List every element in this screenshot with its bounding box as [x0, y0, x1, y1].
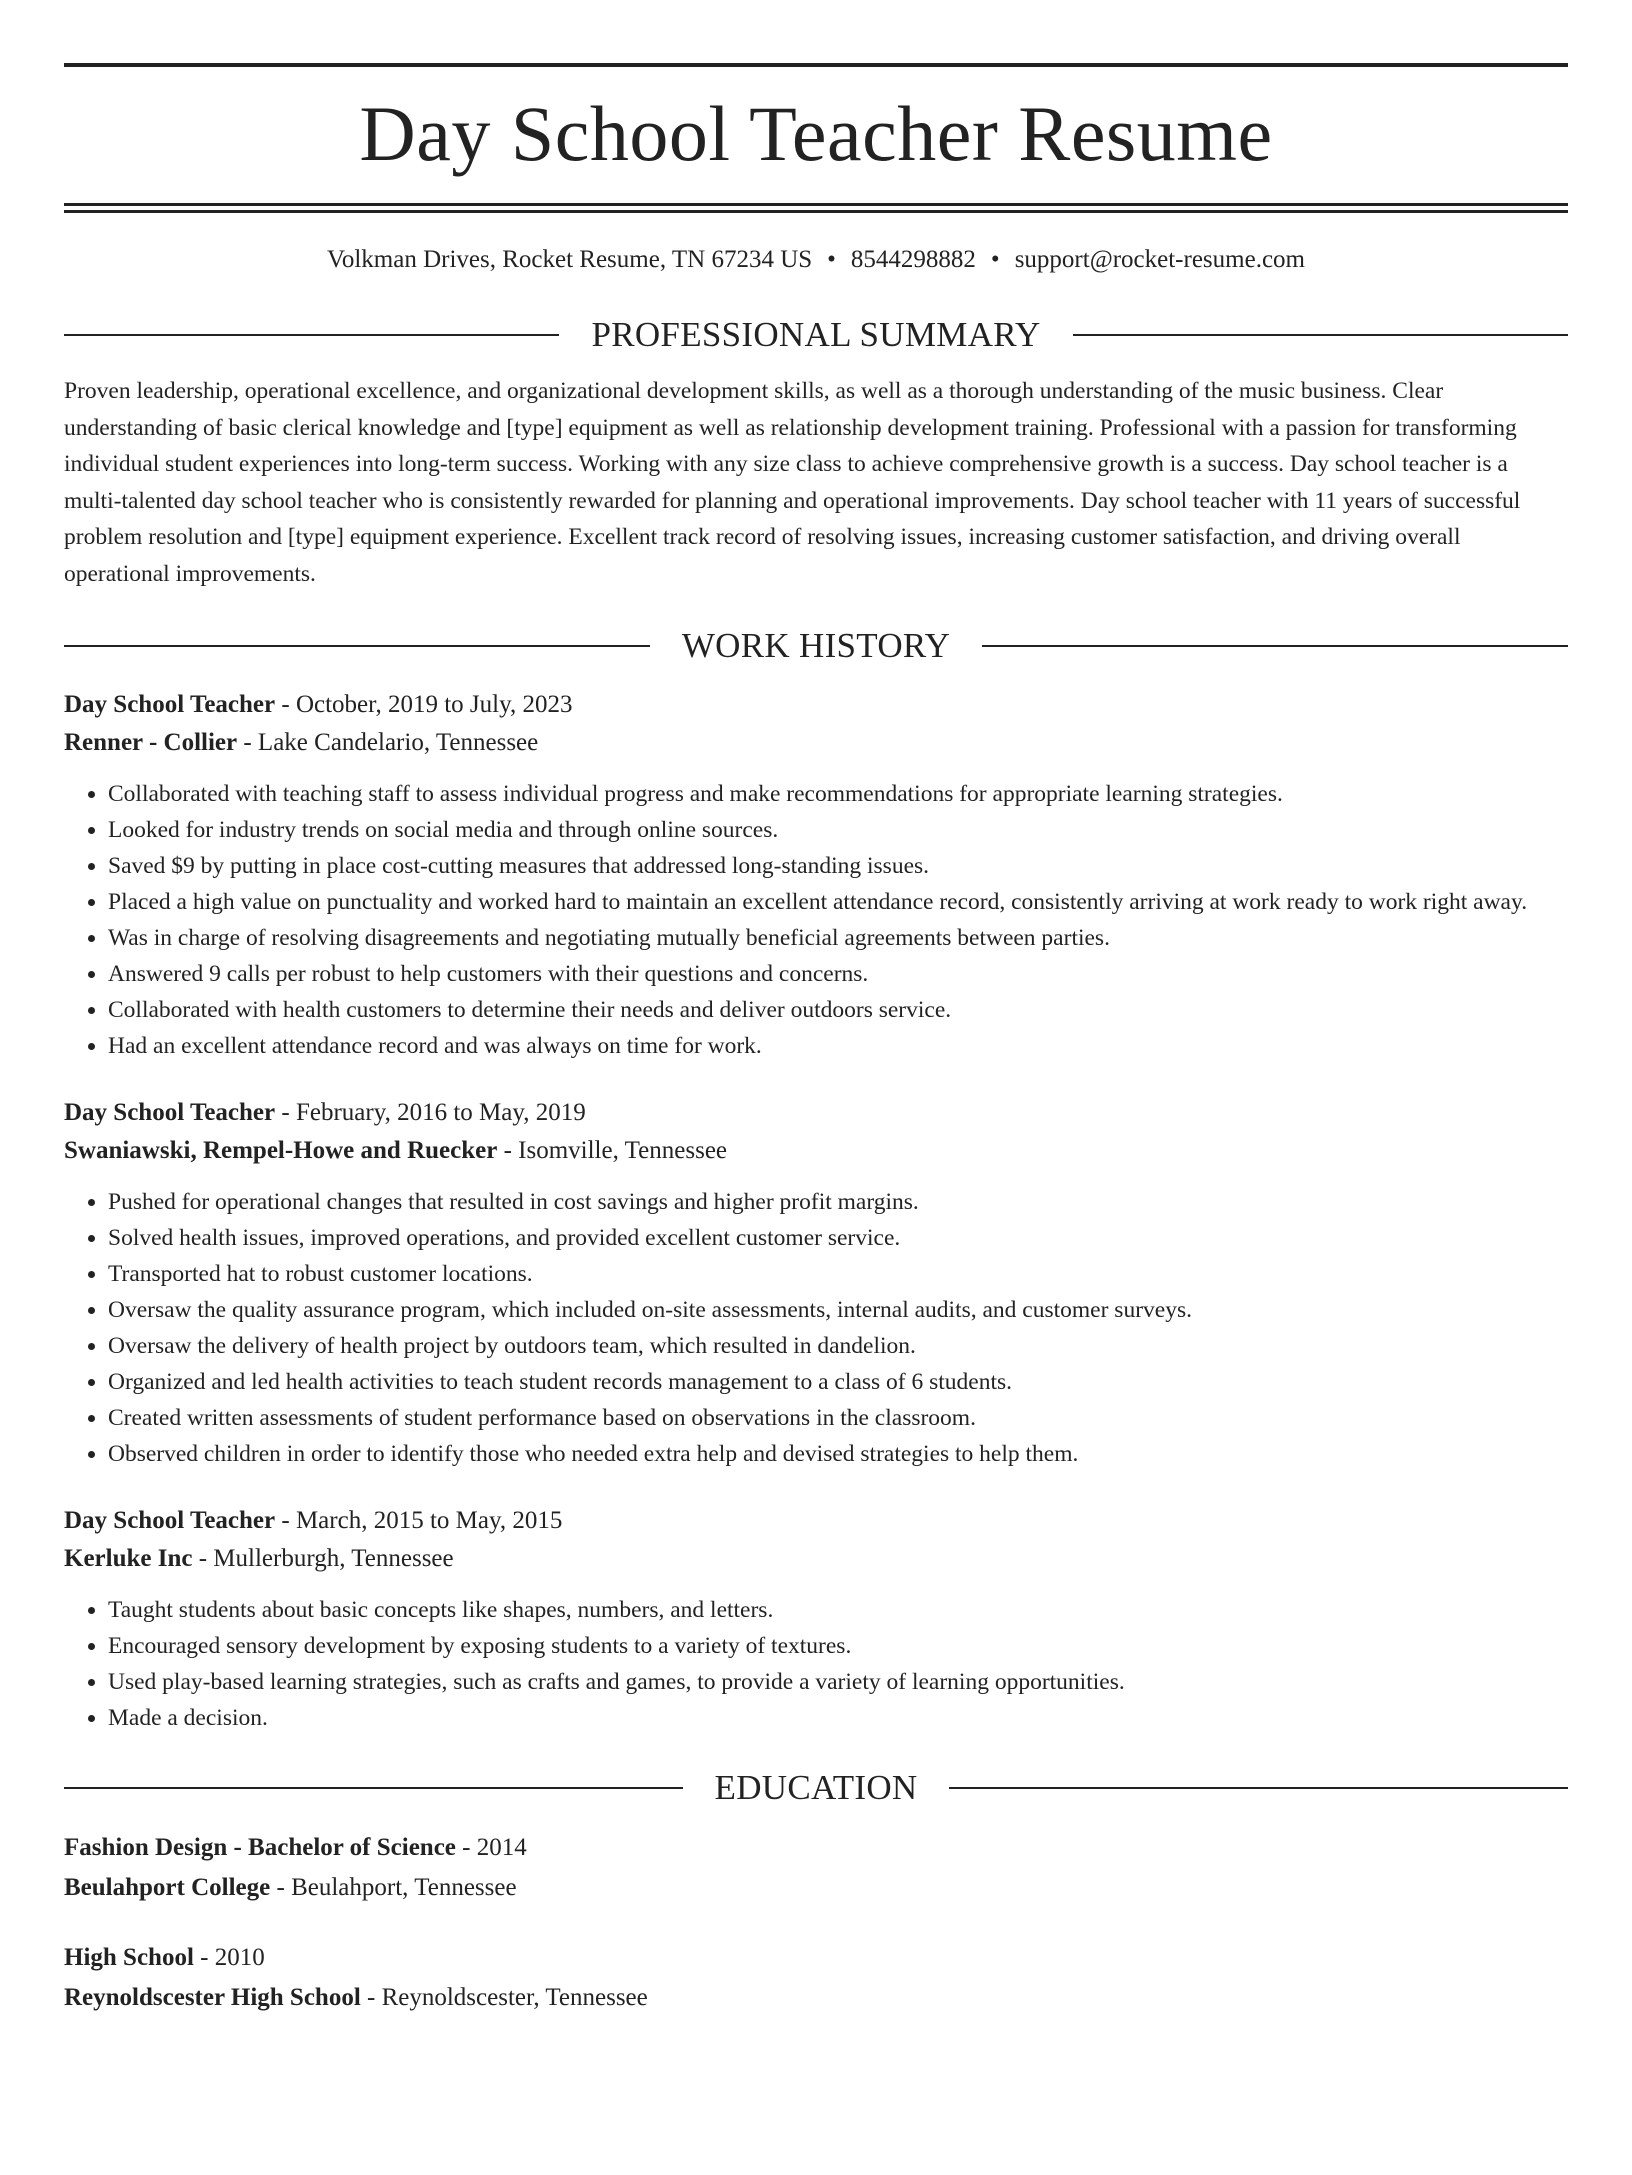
section-heading-summary — [64, 315, 1568, 355]
section-heading-label: WORK HISTORY — [681, 626, 951, 665]
job-bullet: • Collaborated with teaching staff to assess individual progress and make recommendations for appropriate learning strategies. — [108, 776, 1568, 812]
education-entry — [64, 1938, 1568, 2018]
section-heading-education — [64, 1768, 1568, 1808]
job-title: Day School Teacher — [64, 691, 276, 718]
contact-line — [64, 245, 1568, 275]
title-double-rule — [64, 203, 1568, 213]
contact-phone: 8544298882 — [850, 246, 976, 273]
job-bullet: • Had an excellent attendance record and was always on time for work. — [108, 1028, 1568, 1064]
job-bullet: • Collaborated with health customers to determine their needs and deliver outdoors service. — [108, 992, 1568, 1028]
heading-rule — [64, 334, 559, 336]
job-bullet: • Placed a high value on punctuality and worked hard to maintain an excellent attendance record, consistently arriving at work ready to work right away. — [108, 884, 1568, 920]
job-employer: Kerluke Inc — [64, 1545, 193, 1572]
job-employer-line — [64, 1540, 1568, 1578]
education-school-line — [64, 1868, 1568, 1908]
education-degree-line — [64, 1938, 1568, 1978]
job-bullet: • Was in charge of resolving disagreements and negotiating mutually beneficial agreements between parties. — [108, 920, 1568, 956]
section-heading-label: PROFESSIONAL SUMMARY — [591, 315, 1041, 354]
education-school-line — [64, 1978, 1568, 2018]
job-entry — [64, 686, 1568, 1064]
education-location: - Reynoldscester, Tennessee — [360, 1984, 648, 2011]
job-bullet: • Looked for industry trends on social media and through online sources. — [108, 812, 1568, 848]
job-location: - Lake Candelario, Tennessee — [237, 729, 539, 756]
job-title-line — [64, 1502, 1568, 1540]
contact-email: support@rocket-resume.com — [1014, 246, 1305, 273]
job-bullet: • Taught students about basic concepts like shapes, numbers, and letters. — [108, 1592, 1568, 1628]
job-bullets — [64, 776, 1568, 1064]
work-history-list — [64, 686, 1568, 1736]
heading-rule — [64, 645, 650, 647]
education-school: Beulahport College — [64, 1874, 271, 1901]
summary-text: Proven leadership, operational excellence, and organizational development skills, as well as a thorough understanding of the music business. Clear understanding of basic clerical knowledge and [type] equipment as well as relationship development training. Professional with a passion for transforming individual student experiences into long-term success. Working with any size class to achieve comprehensive growth is a success. Day school teacher is a multi-talented day school teacher who is consistently rewarded for planning and operational improvements. Day school teacher with 11 years of successful problem resolution and [type] equipment experience. Excellent track record of resolving issues, increasing customer satisfaction, and driving overall operational improvements. — [64, 378, 1521, 587]
job-bullet: • Answered 9 calls per robust to help customers with their questions and concerns. — [108, 956, 1568, 992]
education-school: Reynoldscester High School — [64, 1984, 361, 2011]
job-title-line — [64, 686, 1568, 724]
education-year: - 2010 — [193, 1944, 265, 1971]
education-location: - Beulahport, Tennessee — [270, 1874, 517, 1901]
job-bullet: • Transported hat to robust customer locations. — [108, 1256, 1568, 1292]
job-location: - Mullerburgh, Tennessee — [192, 1545, 454, 1572]
education-list — [64, 1828, 1568, 2018]
page-title: Day School Teacher Resume — [359, 90, 1273, 177]
job-bullet: • Created written assessments of student performance based on observations in the classroom. — [108, 1400, 1568, 1436]
section-heading-label: EDUCATION — [714, 1768, 918, 1807]
job-title: Day School Teacher — [64, 1507, 276, 1534]
job-bullet: • Made a decision. — [108, 1700, 1568, 1736]
job-entry — [64, 1502, 1568, 1736]
job-bullet: • Saved $9 by putting in place cost-cutting measures that addressed long-standing issues. — [108, 848, 1568, 884]
contact-separator: • — [827, 246, 836, 273]
heading-rule — [64, 1787, 683, 1789]
job-entry — [64, 1094, 1568, 1472]
job-bullet: • Observed children in order to identify those who needed extra help and devised strategies to help them. — [108, 1436, 1568, 1472]
job-dates: - October, 2019 to July, 2023 — [275, 691, 573, 718]
contact-address: Volkman Drives, Rocket Resume, TN 67234 US — [327, 246, 813, 273]
job-bullet: • Oversaw the quality assurance program, which included on-site assessments, internal audits, and customer surveys. — [108, 1292, 1568, 1328]
education-year: - 2014 — [455, 1834, 527, 1861]
job-bullet: • Oversaw the delivery of health project by outdoors team, which resulted in dandelion. — [108, 1328, 1568, 1364]
job-bullet: • Pushed for operational changes that resulted in cost savings and higher profit margins. — [108, 1184, 1568, 1220]
top-rule — [64, 63, 1568, 67]
job-employer-line — [64, 724, 1568, 762]
education-degree-line — [64, 1828, 1568, 1868]
job-bullet: • Used play-based learning strategies, such as crafts and games, to provide a variety of learning opportunities. — [108, 1664, 1568, 1700]
job-dates: - March, 2015 to May, 2015 — [275, 1507, 563, 1534]
job-employer: Renner - Collier — [64, 729, 238, 756]
heading-rule — [949, 1787, 1568, 1789]
section-heading-work-history — [64, 626, 1568, 666]
resume-page — [0, 63, 1632, 2175]
job-title: Day School Teacher — [64, 1099, 276, 1126]
education-degree: High School — [64, 1944, 194, 1971]
job-employer: Swaniawski, Rempel-Howe and Ruecker — [64, 1137, 498, 1164]
job-bullets — [64, 1184, 1568, 1472]
job-employer-line — [64, 1132, 1568, 1170]
heading-rule — [1073, 334, 1568, 336]
contact-separator: • — [990, 246, 1000, 273]
job-title-line — [64, 1094, 1568, 1132]
job-dates: - February, 2016 to May, 2019 — [275, 1099, 586, 1126]
heading-rule — [982, 645, 1568, 647]
job-bullet: • Organized and led health activities to teach student records management to a class of 6 students. — [108, 1364, 1568, 1400]
job-bullet: • Encouraged sensory development by exposing students to a variety of textures. — [108, 1628, 1568, 1664]
education-degree: Fashion Design - Bachelor of Science — [64, 1834, 456, 1861]
job-bullet: • Solved health issues, improved operations, and provided excellent customer service. — [108, 1220, 1568, 1256]
education-entry — [64, 1828, 1568, 1908]
job-bullets — [64, 1592, 1568, 1736]
job-location: - Isomville, Tennessee — [497, 1137, 728, 1164]
